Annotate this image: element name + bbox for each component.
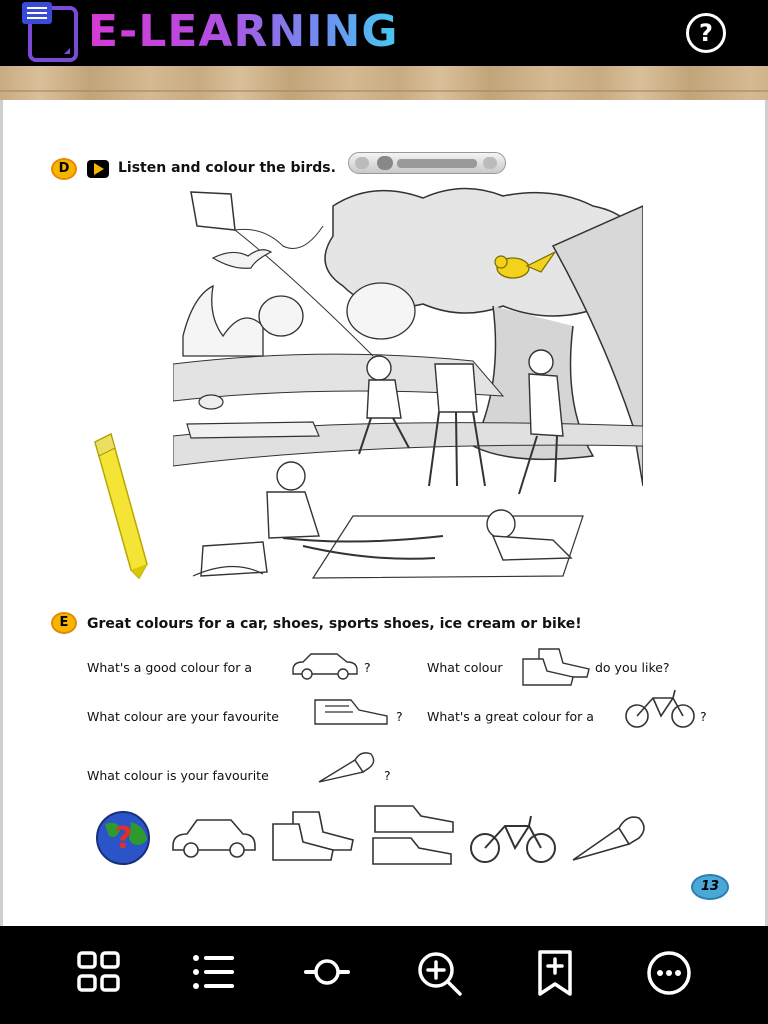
sports-shoes-small-icon (311, 696, 393, 732)
bike-small-icon (623, 686, 697, 730)
page-number: 13 (691, 874, 729, 900)
audio-progress-track[interactable] (397, 159, 477, 168)
car-icon[interactable] (169, 816, 259, 860)
question-sports-shoes: What colour are your favourite (87, 709, 279, 724)
boots-small-icon (519, 645, 591, 687)
yellow-pencil-icon[interactable] (91, 430, 151, 580)
section-e-instruction: Great colours for a car, shoes, sports shoes, ice cream or bike! (87, 616, 582, 632)
ice-cream-icon[interactable] (569, 812, 649, 864)
park-illustration[interactable] (173, 186, 643, 588)
more-icon[interactable] (644, 948, 694, 998)
audio-player[interactable] (348, 152, 506, 174)
bike-icon[interactable] (467, 812, 559, 864)
grid-icon[interactable] (74, 948, 124, 998)
question-text: What's a good colour for a (87, 660, 253, 675)
section-d-instruction: Listen and colour the birds. (118, 160, 336, 176)
section-e-badge: E (51, 612, 77, 634)
question-bike-end: ? (700, 709, 707, 724)
zoom-in-icon[interactable] (414, 948, 464, 998)
svg-text:?: ? (115, 821, 133, 856)
audio-scrubber-handle[interactable] (377, 156, 393, 170)
car-small-icon (289, 650, 361, 680)
volume-icon[interactable] (483, 157, 497, 169)
section-d-badge: D (51, 158, 77, 180)
play-icon[interactable] (355, 157, 369, 169)
slider-icon[interactable] (302, 948, 352, 998)
audio-play-icon[interactable] (87, 160, 109, 178)
question-ice-cream-end: ? (384, 768, 391, 783)
ice-cream-small-icon (315, 750, 377, 786)
wood-strip (0, 66, 768, 100)
question-car-end: ? (364, 660, 371, 675)
sports-shoes-icon[interactable] (369, 802, 459, 868)
question-ice-cream: What colour is your favourite (87, 768, 269, 783)
tablet-logo-icon (22, 2, 84, 62)
question-shoes: What colour (427, 660, 503, 675)
book-page[interactable] (0, 100, 768, 926)
question-sports-shoes-end: ? (396, 709, 403, 724)
top-bar (0, 0, 768, 66)
question-bike: What's a great colour for a (427, 709, 594, 724)
list-icon[interactable] (188, 948, 238, 998)
bottom-toolbar (0, 930, 768, 1024)
question-shoes-end: do you like? (595, 660, 670, 675)
help-button[interactable]: ? (686, 13, 726, 53)
globe-question-icon[interactable] (87, 810, 161, 866)
bookmark-add-icon[interactable] (530, 948, 580, 998)
app-title: E-LEARNING (88, 4, 398, 60)
question-car (87, 660, 252, 675)
boots-icon[interactable] (269, 808, 357, 864)
